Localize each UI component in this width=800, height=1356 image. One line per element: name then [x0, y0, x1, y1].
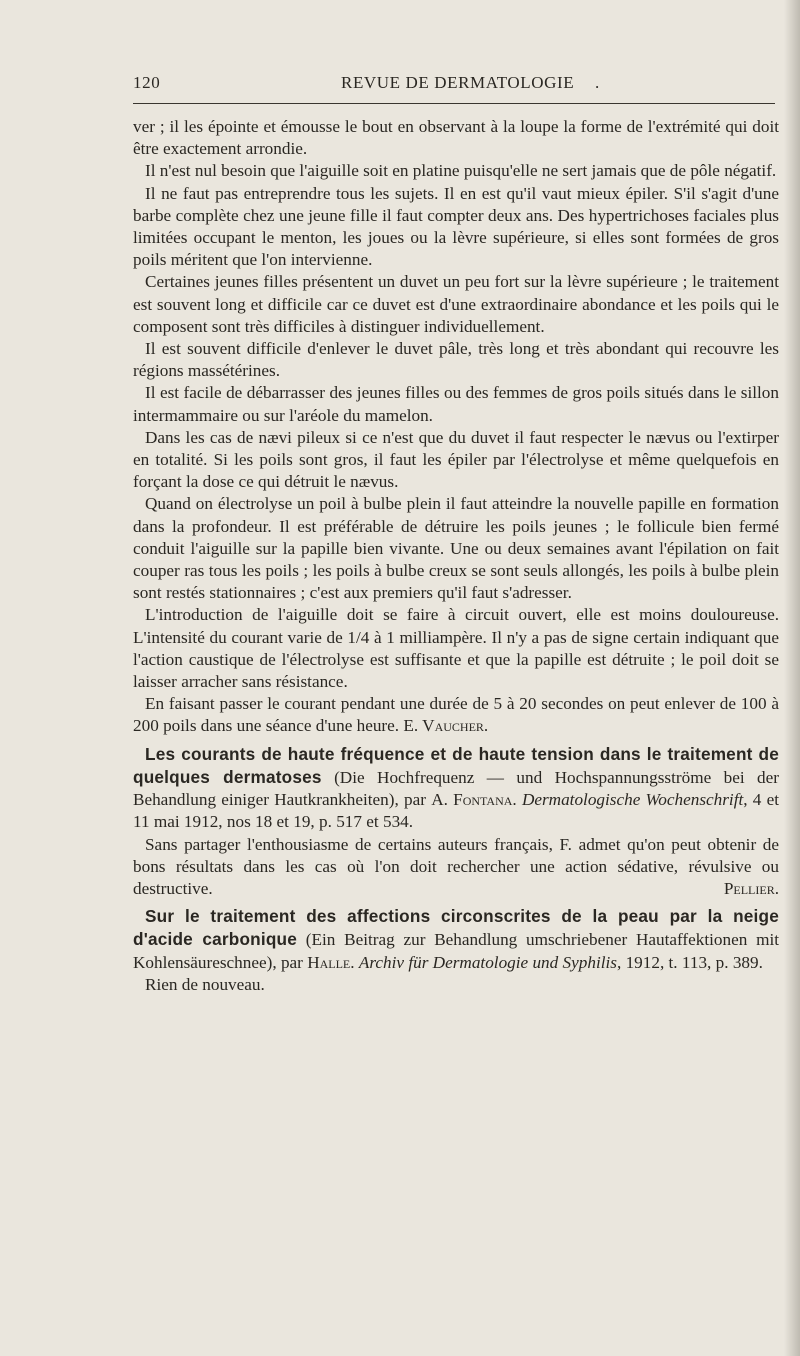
paragraph: Il est facile de débarrasser des jeunes filles ou des femmes de gros poils situés dans le sillon intermammaire ou sur l'aréole du mamelon. [133, 383, 779, 425]
separator: . [512, 790, 522, 810]
author-signature: Pellier. [723, 878, 779, 898]
running-title: REVUE DE DERMATOLOGIE [341, 73, 575, 92]
page-number: 120 [133, 73, 161, 92]
article-title: Sur le traitement des affections circonscrites de la peau par la neige d'acide carbonique [133, 906, 779, 950]
paragraph-text: En faisant passer le courant pendant une durée de 5 à 20 secondes on peut enlever de 100 à 200 poils dans une séance d'une heure. [133, 694, 779, 736]
paragraph: Dans les cas de nævi pileux si ce n'est que du duvet il faut respecter le nævus ou l'extirper en totalité. Si les poils sont gros, il faut les épiler par l'électrolyse et même quelquefois en forçant la dose ce qui détruit le nævus. [133, 427, 779, 492]
paragraph: ver ; il les épointe et émousse le bout en observant à la loupe la forme de l'extrémité qui doit être exactement arrondie. [133, 117, 779, 159]
paragraph-text: Sans partager l'enthousiasme de certains auteurs français, F. admet qu'on peut obtenir de bons résultats dans les cas où l'on doit rechercher une action sédative, révulsive ou destructive. [133, 834, 779, 898]
paragraph-with-signature [133, 693, 779, 737]
citation: , 4 et 11 mai 1912, nos 18 et 19, p. 517 et 534. [133, 790, 779, 832]
article-heading [133, 743, 779, 834]
paragraph: Quand on électrolyse un poil à bulbe plein il faut atteindre la nouvelle papille en formation dans la profondeur. Il est préférable de détruire les poils jeunes ; le follicule bien fermé conduit l'aiguille sur la papille bien vivante. Une ou deux semaines avant l'épilation on fait couper ras tous les poils ; les poils à bulbe creux se sont seuls allongés, les poils à bulbe plein sont restés stationnaires ; c'est aux premiers qu'il faut s'adresser. [133, 494, 779, 603]
author-signature: E. Vaucher. [403, 716, 489, 736]
article-heading [133, 905, 779, 974]
paragraph-with-signature [133, 834, 779, 901]
header-mark: . [595, 73, 600, 92]
journal-title: Archiv für Dermatologie und Syphilis [358, 952, 617, 972]
paragraph: Il est souvent difficile d'enlever le duvet pâle, très long et très abondant qui recouvre les régions massétérines. [133, 339, 779, 381]
article-author: Halle [307, 952, 351, 972]
paragraph: Il ne faut pas entreprendre tous les sujets. Il en est qu'il vaut mieux épiler. S'il s'agit d'une barbe complète chez une jeune fille il faut compter deux ans. Des hypertrichoses faciales plus limitées occupant le menton, les joues ou la lèvre supérieure, si elles sont formées de gros poils méritent que l'on intervienne. [133, 183, 779, 270]
paragraph: L'introduction de l'aiguille doit se faire à circuit ouvert, elle est moins douloureuse. L'intensité du courant varie de 1/4 à 1 milliampère. Il n'y a pas de signe certain indiquant que l'action caustique de l'électrolyse est suffisante et que la papille est détruite ; le poil doit se laisser arracher sans résistance. [133, 605, 779, 692]
paragraph: Il n'est nul besoin que l'aiguille soit en platine puisqu'elle ne sert jamais que de pôle négatif. [145, 161, 777, 181]
paragraph: Rien de nouveau. [145, 974, 265, 994]
header-rule [133, 103, 775, 104]
article-title: Les courants de haute fréquence et de haute tension dans le traitement de quelques dermatoses [133, 743, 779, 787]
article-subtitle: (Ein Beitrag zur Behandlung umschriebener Hautaffektionen mit Kohlensäureschnee), par [133, 930, 779, 972]
article-subtitle: (Die Hochfrequenz — und Hochspannungsströme bei der Behandlung einiger Hautkrankheiten), par [133, 767, 779, 810]
running-header [133, 73, 775, 97]
paragraph: Certaines jeunes filles présentent un duvet un peu fort sur la lèvre supérieure ; le traitement est souvent long et difficile car ce duvet est d'une extraordinaire abondance et les poils qui le composent sont très difficiles à distinguer individuellement. [133, 272, 779, 336]
citation: , 1912, t. 113, p. 389. [616, 952, 763, 972]
page-edge-shadow [784, 0, 800, 1356]
separator: . [350, 952, 359, 972]
article-author: A. Fontana [431, 790, 513, 810]
journal-title: Dermatologische Wochenschrift [521, 790, 744, 810]
page-body [133, 116, 779, 996]
